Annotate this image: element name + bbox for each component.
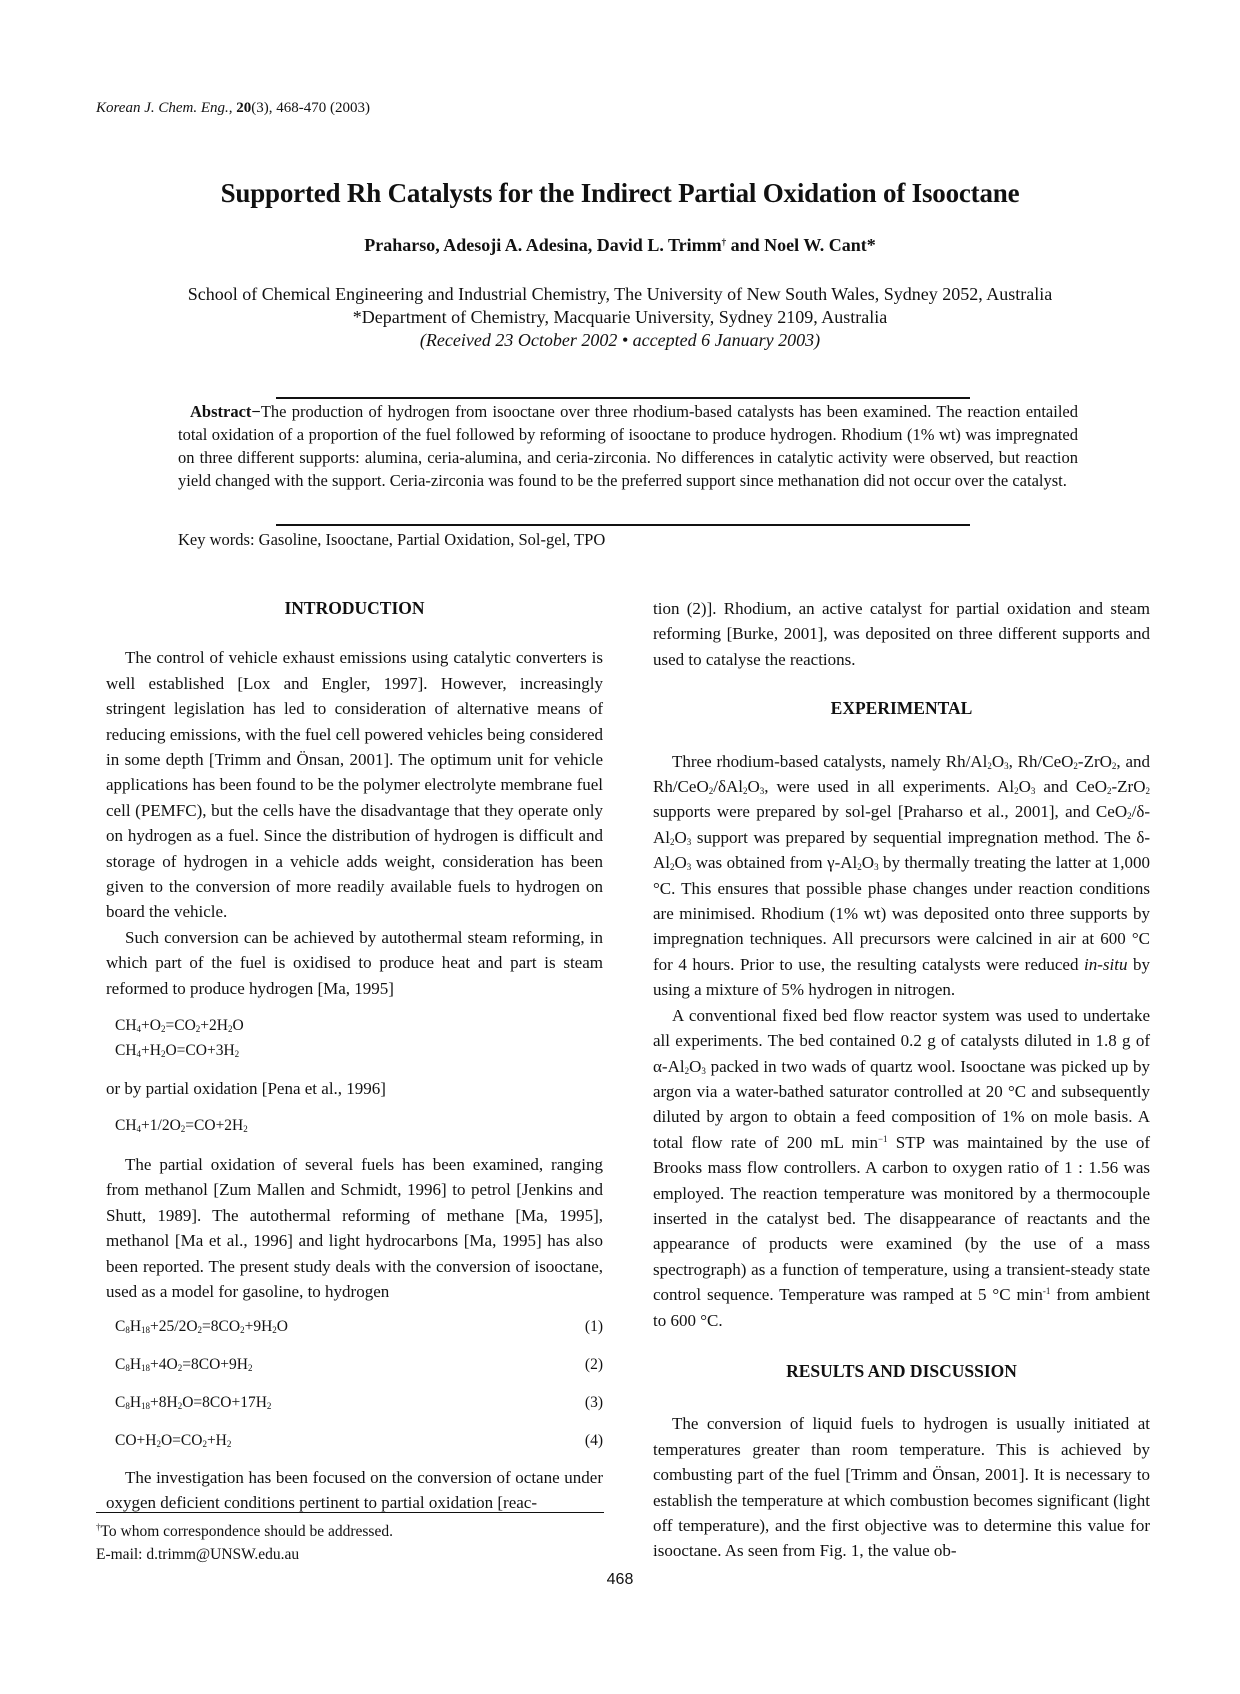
intro-paragraph-3: or by partial oxidation [Pena et al., 1996] bbox=[106, 1079, 386, 1098]
received-dates: (Received 23 October 2002 • accepted 6 January 2003) bbox=[419, 330, 821, 350]
continued-paragraph: tion (2)]. Rhodium, an active catalyst for partial oxidation and steam reforming [Burke, 2001], was deposited on three different supports and used to catalyse the reactions. bbox=[653, 599, 1150, 669]
abstract-label: Abstract bbox=[190, 402, 252, 421]
experimental-paragraph-2: A conventional fixed bed flow reactor system was used to undertake all experiments. The bed contained 0.2 g of catalysts diluted in 1.8 g of $\alpha-Al_2O_3$ packed in two wads of quartz wool. Isooctane was picked up by argon via a water-bathed saturator controlled at 20 °C and subsequently diluted by argon to obtain a feed composition of 1% on mole basis. A total flow rate of 200 mL $\min^{-1}$ STP was maintained by the use of Brooks mass flow controllers. A carbon to oxygen ratio of 1 : 1.56 was employed. The reaction temperature was monitored by a thermocouple inserted in the catalyst bed. The disappearance of reactants and the appearance of products were examined (by the use of a mass spectrograph) as a function of temperature, using a transient-steady state control sequence. Temperature was ramped at 5 °C $\min^{-1}$ from ambient to 600 °C. bbox=[653, 1005, 1151, 1330]
keywords: Key words: Gasoline, Isooctane, Partial Oxidation, Sol-gel, TPO bbox=[178, 530, 606, 549]
section-heading-experimental: EXPERIMENTAL bbox=[830, 698, 973, 719]
equation-1: $C_8H_{18}+25/2O_2=8CO_2+9H_2O$ bbox=[115, 1318, 288, 1335]
in-situ-term: in-situ bbox=[1084, 954, 1128, 974]
affiliation-1: School of Chemical Engineering and Industrial Chemistry, The University of New South Wales, Sydney 2052, Australia bbox=[187, 284, 1053, 304]
journal-volume: 20 bbox=[236, 100, 252, 116]
right-column bbox=[653, 596, 1150, 1564]
equation-4: $CO+H_2O=CO_2+H_2$ bbox=[115, 1432, 232, 1449]
journal-citation bbox=[96, 100, 370, 117]
abstract bbox=[178, 400, 1078, 492]
footnote bbox=[96, 1520, 393, 1566]
section-heading-introduction: INTRODUCTION bbox=[284, 598, 425, 618]
footnote-rule bbox=[96, 1512, 604, 1513]
equation-3-number: (3) bbox=[584, 1394, 603, 1411]
equation-methane-steam-reforming: $CH_4+H_2O=CO+3H_2$ bbox=[115, 1042, 240, 1059]
affiliation-2: *Department of Chemistry, Macquarie University, Sydney 2109, Australia bbox=[352, 307, 888, 327]
results-paragraph-1: The conversion of liquid fuels to hydrogen is usually initiated at temperatures greater than room temperature. This is achieved by combusting part of the fuel [Trimm and Önsan, 2001]. It is necessary to establish the temperature at which combustion becomes significant (light off temperature), and the first objective was to determine this value for isooctane. As seen from Fig. 1, the value ob- bbox=[653, 1414, 1150, 1561]
left-column-text-2 bbox=[106, 1076, 603, 1101]
abstract-dash: − bbox=[251, 402, 261, 421]
section-heading-results: RESULTS AND DISCUSSION bbox=[786, 1360, 1017, 1381]
authors-main: Praharso, Adesoji A. Adesina, David L. Trimm bbox=[364, 235, 722, 255]
left-column-text-3 bbox=[106, 1152, 603, 1304]
dagger-mark: † bbox=[721, 237, 727, 247]
paper-title: Supported Rh Catalysts for the Indirect Partial Oxidation of Isooctane bbox=[220, 178, 1020, 208]
intro-paragraph-1: The control of vehicle exhaust emissions using catalytic converters is well established [Lox and Engler, 1997]. However, increasingly stringent legislation has led to consideration of alternative means of reducing emissions, with the fuel cell powered vehicles being considered in some depth [Trimm and Önsan, 2001]. The optimum unit for vehicle applications has been found to be the polymer electrolyte membrane fuel cell (PEMFC), but the cells have the disadvantage that they operate only on hydrogen as a fuel. Since the distribution of hydrogen is difficult and storage of hydrogen in a vehicle adds weight, consideration has been given to the conversion of more readily available fuels to hydrogen on board the vehicle. bbox=[106, 648, 603, 922]
experimental-paragraph-1: Three rhodium-based catalysts, namely $Rh/Al_2O_3$, Rh/CeO$_2$-ZrO$_2$, and $Rh/CeO_2/\delta Al_2O_3$, were used in all experiments. $Al_2O_3$ and CeO$_2$-ZrO$_2$ supports were prepared by sol-gel [Praharso et al., 2001], and $CeO_2/\delta-Al_2O_3$ support was prepared by sequential impregnation method. The $\delta-Al_2O_3$ was obtained from $\gamma-Al_2O_3$ by thermally treating the latter at 1,000 °C. This ensures that possible phase changes under reaction conditions are minimised. Rhodium (1% wt) was deposited onto three supports by impregnation techniques. All precursors were calcined in air at 600 °C for 4 hours. Prior to use, the resulting catalysts were reduced in-situ by using a mixture of 5% hydrogen in nitrogen. bbox=[653, 751, 1151, 1000]
affiliations bbox=[0, 283, 1240, 352]
intro-paragraph-5: The investigation has been focused on the conversion of octane under oxygen deficient conditions pertinent to partial oxidation [reac- bbox=[106, 1468, 603, 1513]
footnote-email[interactable]: E-mail: d.trimm@UNSW.edu.au bbox=[96, 1546, 300, 1563]
equation-1-number: (1) bbox=[584, 1318, 603, 1335]
equation-methane-partial-oxidation: $CH_4+1/2O_2=CO+2H_2$ bbox=[115, 1117, 248, 1134]
equation-4-number: (4) bbox=[584, 1432, 603, 1449]
page-number: 468 bbox=[606, 1571, 634, 1588]
footnote-correspondence: †To whom correspondence should be addressed. bbox=[96, 1522, 393, 1540]
journal-name: Korean J. Chem. Eng., bbox=[96, 100, 233, 116]
equation-2: $C_8H_{18}+4O_2=8CO+9H_2$ bbox=[115, 1356, 253, 1373]
numbered-equations bbox=[106, 1318, 603, 1448]
left-column-text-4 bbox=[106, 1465, 603, 1516]
equation-3: $C_8H_{18}+8H_2O=8CO+17H_2$ bbox=[115, 1394, 272, 1411]
intro-paragraph-4: The partial oxidation of several fuels has been examined, ranging from methanol [Zum Mallen and Schmidt, 1996] to petrol [Jenkins and Shutt, 1989]. The autothermal reforming of methane [Ma, 1995], methanol [Ma et al., 1996] and light hydrocarbons [Ma, 1995] has also been reported. The present study deals with the conversion of isooctane, used as a model for gasoline, to hydrogen bbox=[106, 1155, 603, 1302]
intro-paragraph-2: Such conversion can be achieved by autothermal steam reforming, in which part of the fuel is oxidised to produce heat and part is steam reformed to produce hydrogen [Ma, 1995] bbox=[106, 927, 603, 998]
abstract-top-rule bbox=[276, 397, 970, 399]
journal-issue: (3), 468-470 (2003) bbox=[251, 100, 370, 116]
authors-last: and Noel W. Cant* bbox=[726, 235, 876, 255]
author-list bbox=[0, 235, 1240, 256]
equation-methane-combustion: $CH_4+O_2=CO_2+2H_2O$ bbox=[115, 1017, 244, 1034]
abstract-bottom-rule bbox=[276, 524, 970, 526]
abstract-text: The production of hydrogen from isooctane over three rhodium-based catalysts has been examined. The reaction entailed total oxidation of a proportion of the fuel followed by reforming of isooctane to produce hydrogen. Rhodium (1% wt) was impregnated on three different supports: alumina, ceria-alumina, and ceria-zirconia. No differences in catalytic activity were observed, but reaction yield changed with the support. Ceria-zirconia was found to be the preferred support since methanation did not occur over the catalyst. bbox=[178, 402, 1078, 490]
left-column bbox=[106, 596, 603, 1001]
equation-2-number: (2) bbox=[584, 1356, 603, 1373]
